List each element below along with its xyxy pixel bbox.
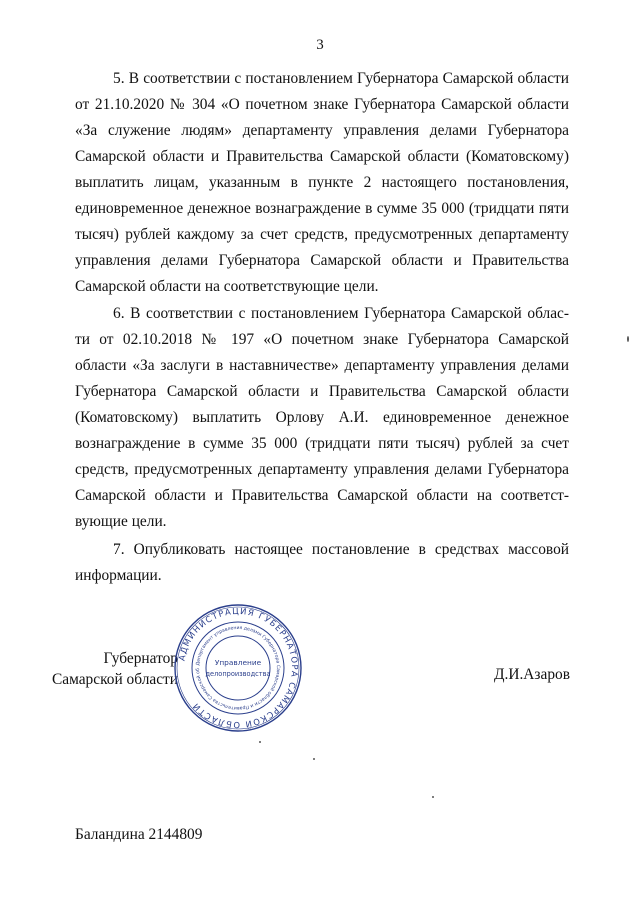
seal-outer-text: АДМИНИСТРАЦИЯ ГУБЕРНАТОРА САМАРСКОЙ ОБЛАСТИ bbox=[176, 605, 301, 731]
svg-text:АДМИНИСТРАЦИЯ ГУБЕРНАТОРА САМА bbox=[176, 606, 300, 731]
svg-text:Департамент управления делами bbox=[172, 602, 281, 710]
seal-center-line2: делопроизводства bbox=[205, 670, 271, 678]
scan-speck bbox=[259, 741, 261, 743]
paragraph-6: 6. В соответствии с постановлением Губернатора Самарской облас-ти от 02.10.2018 № 197 «О почетном знаке Губернатора Самарской области «За заслуги в наставничестве» департаменту управления делами Губернатора Самарской области и Правительства Самарской области (Коматовскому) выплатить Орлову А.И. единовременное денежное вознаграждение в сумме 35 000 (тридцати пяти тысяч) рублей за счет средств, предусмотренных департаменту управления делами Губернатора Самарской области и Правительства Самарской области на соответст-вующие цели. bbox=[75, 305, 569, 530]
scan-speck bbox=[627, 336, 629, 342]
executor-note: Баландина 2144809 bbox=[75, 826, 203, 843]
scan-speck bbox=[432, 796, 434, 798]
scan-speck bbox=[313, 758, 315, 760]
paragraph-5: 5. В соответствии с постановлением Губернатора Самарской области от 21.10.2020 № 304 «О почетном знаке Губернатора Самарской области «За служение людям» департаменту управления делами Губернатора Самарской области и Правительства Самарской области (Коматовскому) выплатить лицам, указанным в пункте 2 настоящего постановления, единовременное денежное вознаграждение в сумме 35 000 (тридцати пяти тысяч) рублей каждому за счет средств, предусмотренных департаменту управления делами Губернатора Самарской области и Правительства Самарской области на соответствующие цели. bbox=[75, 70, 569, 295]
seal-center-line1: Управление bbox=[214, 658, 262, 667]
seal-inner-ring-text: Департамент управления делами Губернатора Самарской области и Правительства Самарской об bbox=[195, 625, 281, 711]
signatory-title-line1: Губернатор bbox=[103, 650, 178, 667]
seal-graphic bbox=[172, 602, 304, 734]
paragraph-7: 7. Опубликовать настоящее постановление в средствах массовой информации. bbox=[75, 541, 569, 584]
official-seal-stamp bbox=[172, 602, 304, 734]
signatory-name: Д.И.Азаров bbox=[494, 666, 570, 683]
page-number: 3 bbox=[316, 37, 324, 53]
signatory-title bbox=[0, 648, 178, 690]
signatory-title-line2: Самарской области bbox=[51, 671, 178, 688]
